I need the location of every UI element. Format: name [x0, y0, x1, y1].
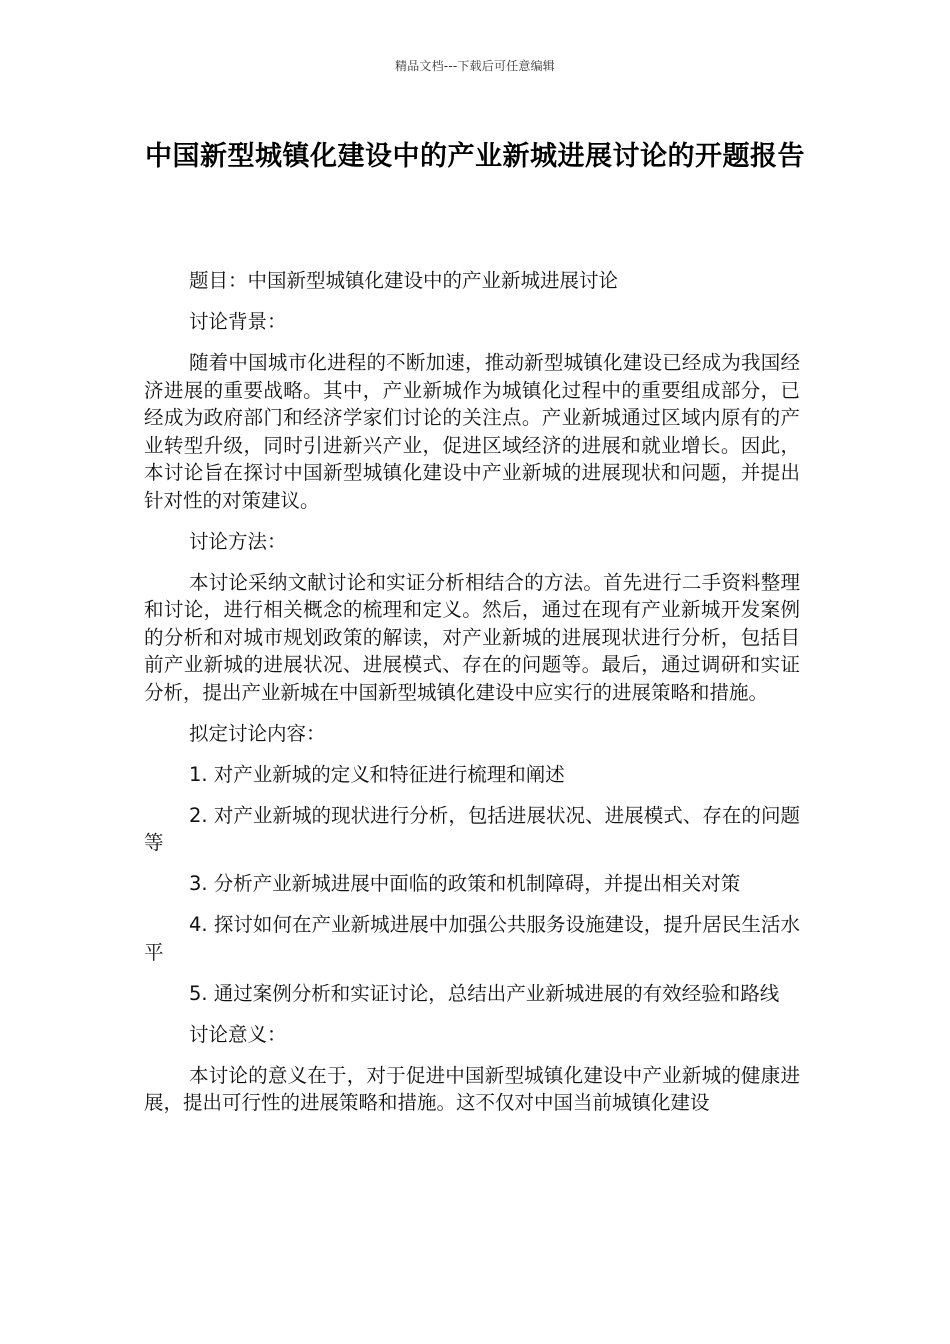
content-item-4: 4. 探讨如何在产业新城进展中加强公共服务设施建设，提升居民生活水平: [144, 913, 800, 964]
content-item-5: 5. 通过案例分析和实证讨论，总结出产业新城进展的有效经验和路线: [189, 981, 780, 1005]
document-body: [144, 267, 800, 1130]
content-item-1: 1. 对产业新城的定义和特征进行梳理和阐述: [189, 762, 565, 786]
header-note: 精品文档---下载后可任意编辑: [395, 59, 555, 73]
section-heading-content: 拟定讨论内容：: [189, 721, 326, 745]
document-title: 中国新型城镇化建设中的产业新城进展讨论的开题报告: [145, 141, 805, 172]
section-heading-method: 讨论方法：: [189, 529, 287, 553]
method-paragraph: 本讨论采纳文献讨论和实证分析相结合的方法。首先进行二手资料整理和讨论，进行相关概念的梳理和定义。然后，通过在现有产业新城开发案例的分析和对城市规划政策的解读，对产业新城的进展现状进行分析，包括目前产业新城的进展状况、进展模式、存在的问题等。最后，通过调研和实证分析，提出产业新城在中国新型城镇化建设中应实行的进展策略和措施。: [144, 570, 800, 704]
section-heading-significance: 讨论意义：: [189, 1022, 287, 1046]
topic-line: 题目：中国新型城镇化建设中的产业新城进展讨论: [189, 269, 619, 292]
content-item-3: 3. 分析产业新城进展中面临的政策和机制障碍，并提出相关对策: [189, 872, 741, 895]
significance-paragraph: 本讨论的意义在于，对于促进中国新型城镇化建设中产业新城的健康进展，提出可行性的进展策略和措施。这不仅对中国当前城镇化建设: [144, 1063, 800, 1114]
section-heading-background: 讨论背景：: [189, 310, 287, 333]
content-item-2: 2. 对产业新城的现状进行分析，包括进展状况、进展模式、存在的问题等: [144, 803, 800, 854]
background-paragraph: 随着中国城市化进程的不断加速，推动新型城镇化建设已经成为我国经济进展的重要战略。其中，产业新城作为城镇化过程中的重要组成部分，已经成为政府部门和经济学家们讨论的关注点。产业新城通过区域内原有的产业转型升级，同时引进新兴产业，促进区域经济的进展和就业增长。因此，本讨论旨在探讨中国新型城镇化建设中产业新城的进展现状和问题，并提出针对性的对策建议。: [144, 351, 800, 512]
